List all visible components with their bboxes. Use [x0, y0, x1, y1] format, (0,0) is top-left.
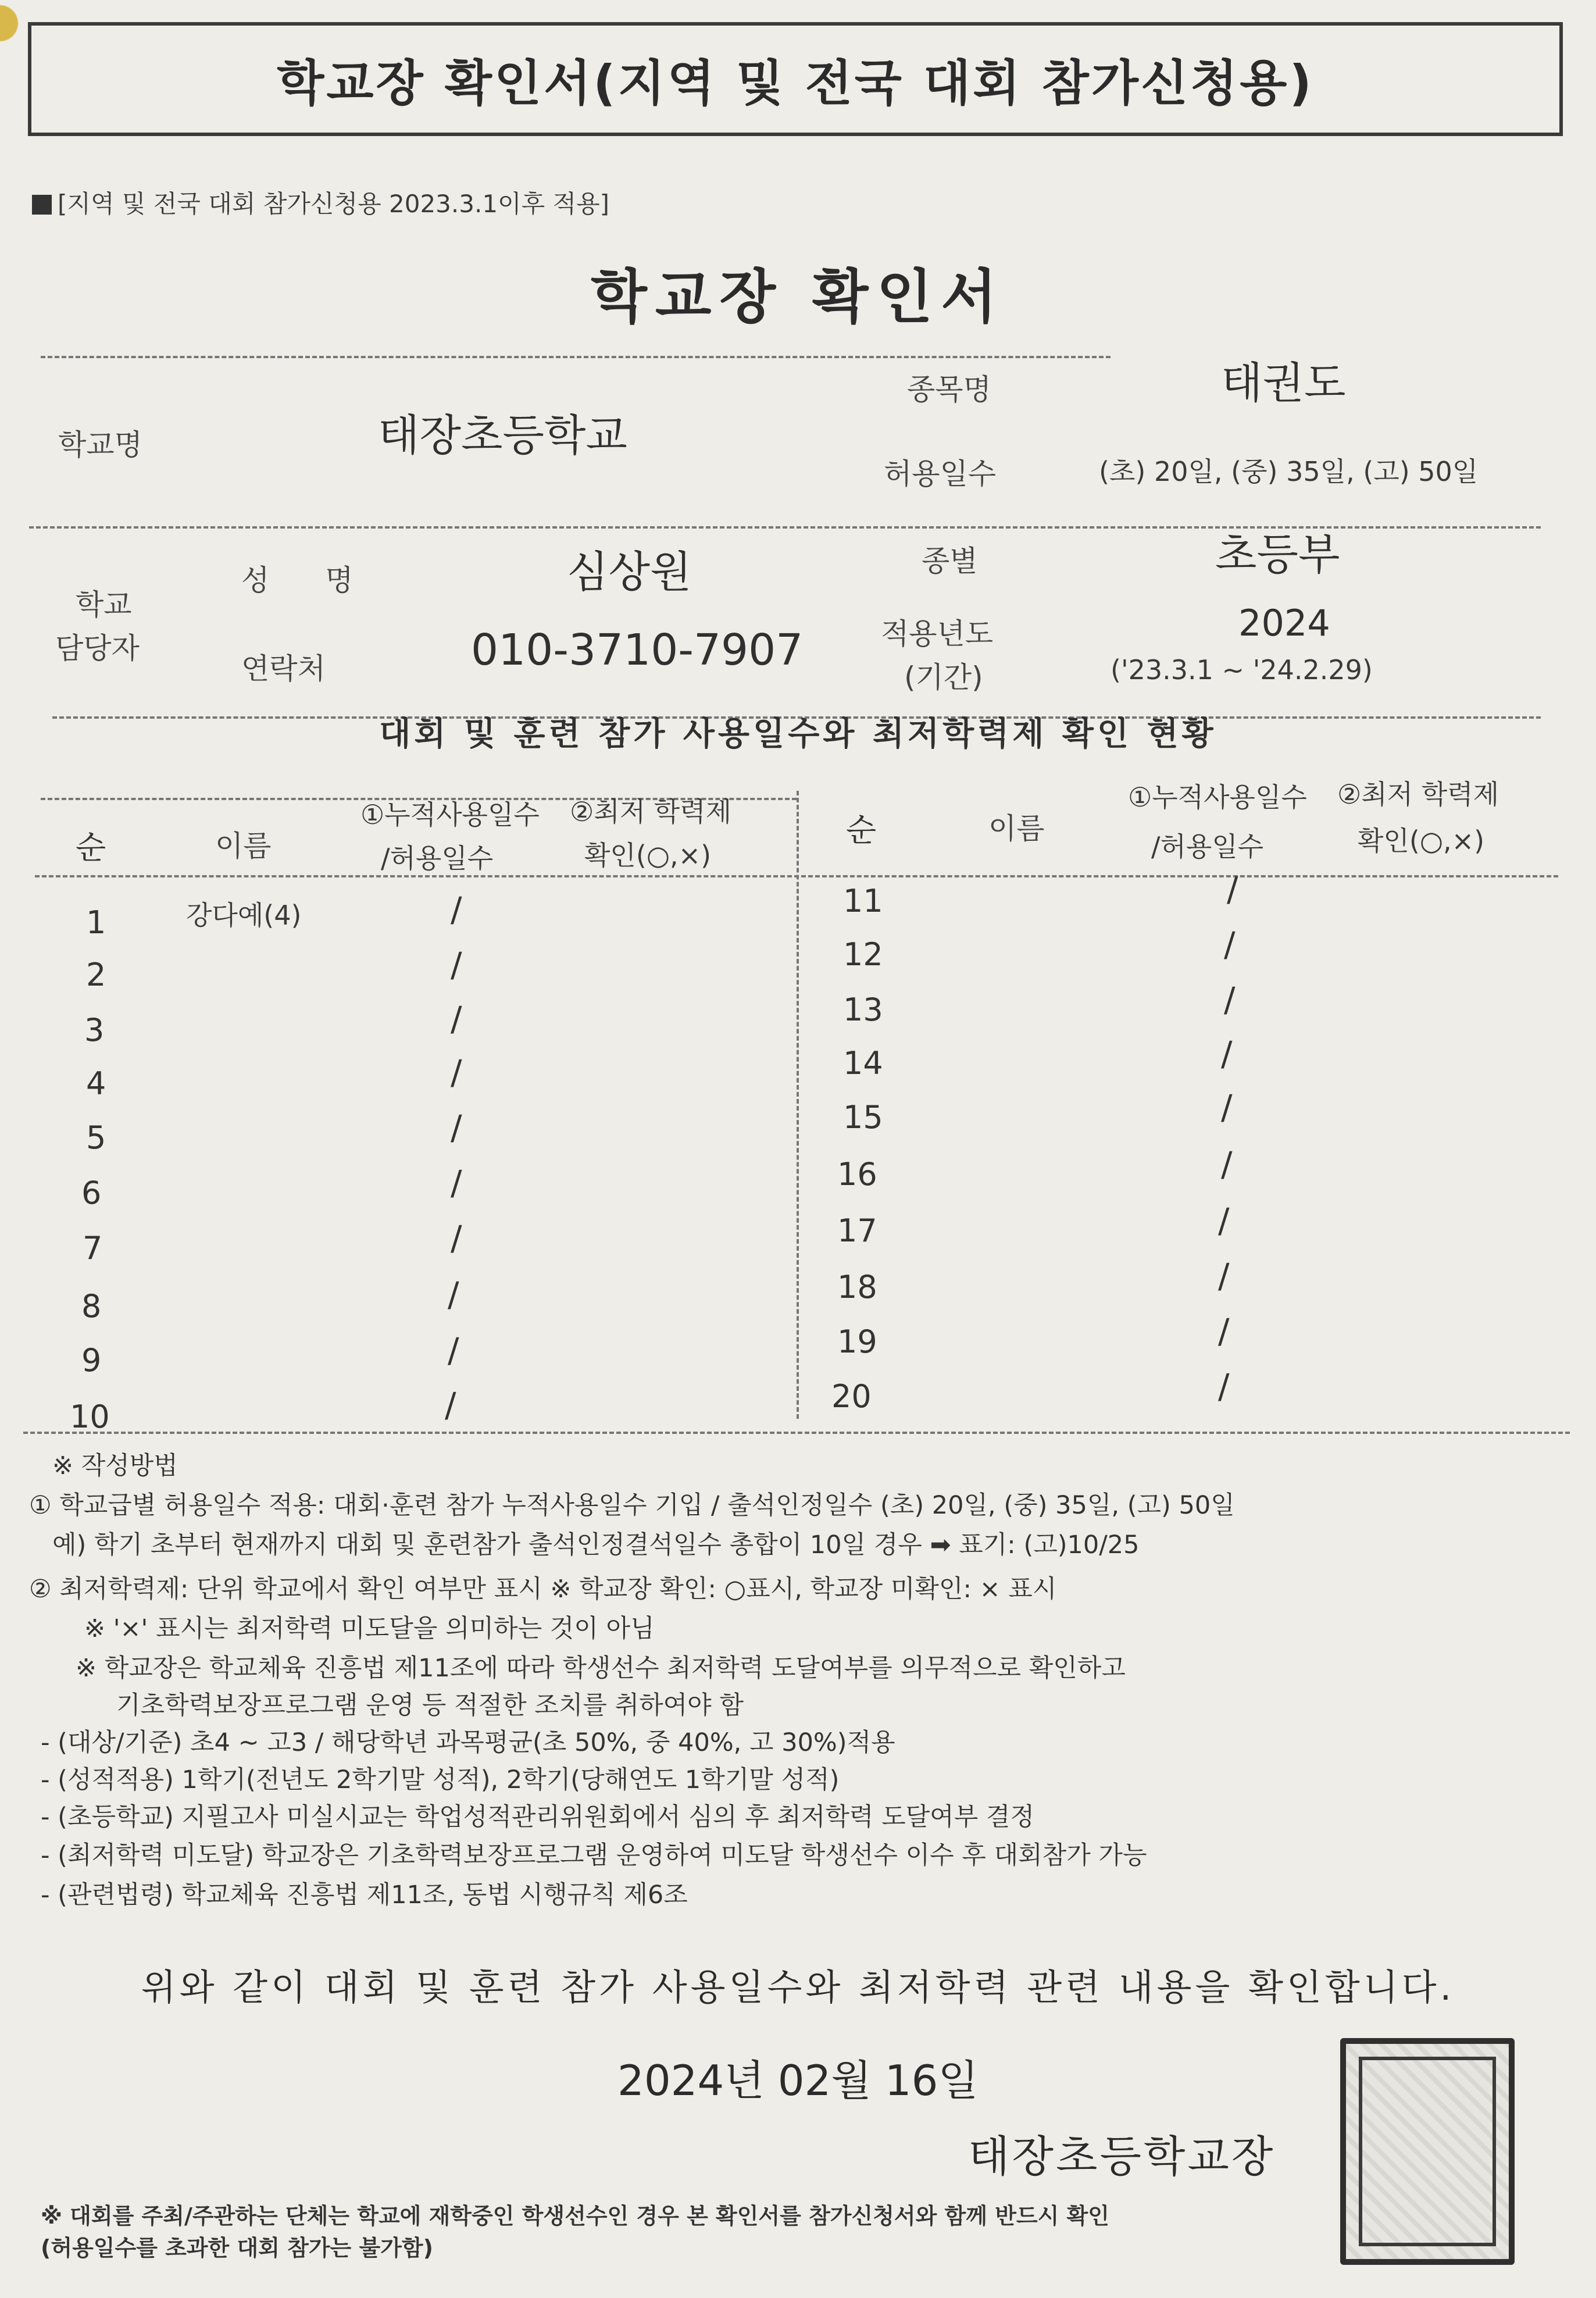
year-label: 적용년도: [881, 617, 994, 651]
col-days-header-right-1: ①누적사용일수: [1128, 782, 1307, 813]
row-13-no: 13: [843, 991, 883, 1028]
contact-label: 연락처: [241, 652, 326, 686]
allowed-days-value: (초) 20일, (중) 35일, (고) 50일: [1099, 456, 1479, 487]
year-sub-label: (기간): [904, 661, 983, 694]
row-10-days: /: [445, 1385, 456, 1425]
row-6-no: 6: [81, 1175, 102, 1211]
row-18-no: 18: [837, 1269, 877, 1305]
row-15-no: 15: [843, 1099, 883, 1136]
row-4-no: 4: [86, 1065, 106, 1102]
instruction-2-note-1: ※ '×' 표시는 최저학력 미도달을 의미하는 것이 아님: [84, 1614, 655, 1643]
row-16-no: 16: [837, 1156, 877, 1193]
row-3-no: 3: [84, 1012, 105, 1048]
division-label: 종별: [922, 544, 978, 578]
row-11-days: /: [1227, 869, 1238, 909]
row-20-no: 20: [831, 1378, 872, 1415]
col-days-header-right-2: /허용일수: [1151, 831, 1264, 862]
confirmation-statement: 위와 같이 대회 및 훈련 참가 사용일수와 최저학력 관련 내용을 확인합니다.: [141, 1966, 1455, 2008]
col-min-header-left-2: 확인(○,×): [584, 840, 712, 871]
col-min-header-left-1: ②최저 학력제: [570, 796, 732, 827]
sport-value: 태권도: [1221, 358, 1346, 408]
row-12-days: /: [1224, 925, 1236, 964]
instruction-elementary: - (초등학교) 지필고사 미실시교는 학업성적관리위원회에서 심의 후 최저학력 도달여부 결정: [41, 1803, 1034, 1832]
row-14-days: /: [1221, 1034, 1233, 1073]
instruction-law: - (관련법령) 학교체육 진흥법 제11조, 동법 시행규칙 제6조: [41, 1880, 688, 1910]
banner-title-text: 학교장 확인서(지역 및 전국 대회 참가신청용): [277, 54, 1314, 112]
row-8-no: 8: [81, 1288, 102, 1325]
teacher-label-line2: 담당자: [55, 631, 140, 665]
col-days-header-left-1: ①누적사용일수: [360, 799, 540, 830]
table-header-bottom-rule: [35, 875, 1558, 877]
instruction-1-example: 예) 학기 초부터 현재까지 대회 및 훈련참가 출석인정결석일수 총합이 10일 경우 ➡ 표기: (고)10/25: [52, 1530, 1140, 1560]
school-label: 학교명: [58, 428, 142, 462]
row-7-days: /: [451, 1218, 462, 1258]
instruction-2-note-2-cont: 기초학력보장프로그램 운영 등 적절한 조치를 취하여야 함: [116, 1691, 744, 1720]
col-name-header-left: 이름: [215, 829, 272, 863]
row-19-no: 19: [837, 1323, 877, 1360]
row-10-no: 10: [70, 1398, 110, 1435]
col-no-header-right: 순: [846, 812, 877, 848]
row-19-days: /: [1218, 1311, 1230, 1351]
row-9-days: /: [448, 1330, 459, 1370]
row-20-days: /: [1218, 1366, 1230, 1406]
row-11-no: 11: [843, 883, 883, 919]
row-17-no: 17: [837, 1212, 877, 1249]
row-1-days: /: [451, 890, 462, 929]
teacher-name: 심상원: [567, 547, 692, 597]
instruction-target: - (대상/기준) 초4 ~ 고3 / 해당학년 과목평균(초 50%, 중 40%, 고 30%)적용: [41, 1728, 895, 1757]
instruction-2-note-2: ※ 학교장은 학교체육 진흥법 제11조에 따라 학생선수 최저학력 도달여부를 의무적으로 확인하고: [76, 1654, 1126, 1683]
row-16-days: /: [1221, 1144, 1233, 1184]
square-bullet-icon: [32, 195, 52, 215]
issue-date: 2024년 02월 16일: [617, 2056, 979, 2105]
official-seal: [1340, 2038, 1515, 2265]
year-value: 2024: [1238, 602, 1330, 644]
row-12-no: 12: [843, 936, 883, 973]
banner-title: [28, 22, 1563, 136]
principal-signature: 태장초등학교장: [968, 2132, 1276, 2182]
col-min-header-right-1: ②최저 학력제: [1337, 779, 1499, 810]
row-3-days: /: [451, 999, 462, 1039]
table-bottom-rule: [23, 1432, 1570, 1434]
sport-label: 종목명: [907, 373, 991, 406]
year-period: ('23.3.1 ~ '24.2.29): [1111, 654, 1373, 686]
row-2-no: 2: [86, 957, 106, 993]
row-17-days: /: [1218, 1201, 1230, 1240]
instruction-grades: - (성적적용) 1학기(전년도 2학기말 성적), 2학기(당해연도 1학기말 성적): [41, 1765, 840, 1794]
name-label: 성 명: [241, 563, 377, 597]
footer-note-2: (허용일수를 초과한 대회 참가는 불가함): [41, 2235, 433, 2261]
footer-note-1: ※ 대회를 주최/주관하는 단체는 학교에 재학중인 학생선수인 경우 본 확인서를 참가신청서와 함께 반드시 확인: [41, 2203, 1109, 2229]
row-1-name: 강다예(4): [186, 900, 302, 931]
row-18-days: /: [1218, 1256, 1230, 1296]
table-section-title: 대회 및 훈련 참가 사용일수와 최저학력제 확인 현황: [379, 715, 1217, 753]
division-value: 초등부: [1215, 530, 1340, 580]
header-note-text: [지역 및 전국 대회 참가신청용 2023.3.1이후 적용]: [58, 190, 610, 218]
col-days-header-left-2: /허용일수: [381, 843, 494, 874]
instruction-1: ① 학교급별 허용일수 적용: 대회·훈련 참가 누적사용일수 기입 / 출석인정일수 (초) 20일, (중) 35일, (고) 50일: [29, 1491, 1235, 1520]
info-top-rule: [41, 356, 1111, 358]
row-14-no: 14: [843, 1045, 883, 1082]
row-1-no: 1: [86, 904, 106, 941]
row-2-days: /: [451, 945, 462, 984]
row-5-no: 5: [86, 1119, 106, 1156]
contact-value: 010-3710-7907: [471, 625, 804, 675]
col-min-header-right-2: 확인(○,×): [1358, 825, 1485, 857]
row-9-no: 9: [81, 1342, 102, 1379]
allowed-days-label: 허용일수: [884, 457, 997, 491]
teacher-label-line1: 학교: [76, 588, 132, 622]
instruction-not-met: - (최저학력 미도달) 학교장은 기초학력보장프로그램 운영하여 미도달 학생선수 이수 후 대회참가 가능: [41, 1841, 1147, 1870]
header-note: [32, 185, 609, 220]
row-6-days: /: [451, 1163, 462, 1202]
row-4-days: /: [451, 1052, 462, 1092]
row-13-days: /: [1224, 980, 1236, 1019]
col-no-header-left: 순: [76, 829, 106, 866]
instructions-heading: ※ 작성방법: [52, 1451, 178, 1480]
document-title: 학교장 확인서: [591, 263, 1005, 331]
row-7-no: 7: [83, 1230, 103, 1266]
col-name-header-right: 이름: [988, 812, 1045, 845]
table-center-divider: [797, 791, 799, 1419]
row-8-days: /: [448, 1275, 459, 1314]
row-5-days: /: [451, 1108, 462, 1147]
row-15-days: /: [1221, 1087, 1233, 1127]
instruction-2: ② 최저학력제: 단위 학교에서 확인 여부만 표시 ※ 학교장 확인: ○표시, 학교장 미확인: × 표시: [29, 1575, 1057, 1604]
school-name: 태장초등학교: [378, 411, 627, 461]
